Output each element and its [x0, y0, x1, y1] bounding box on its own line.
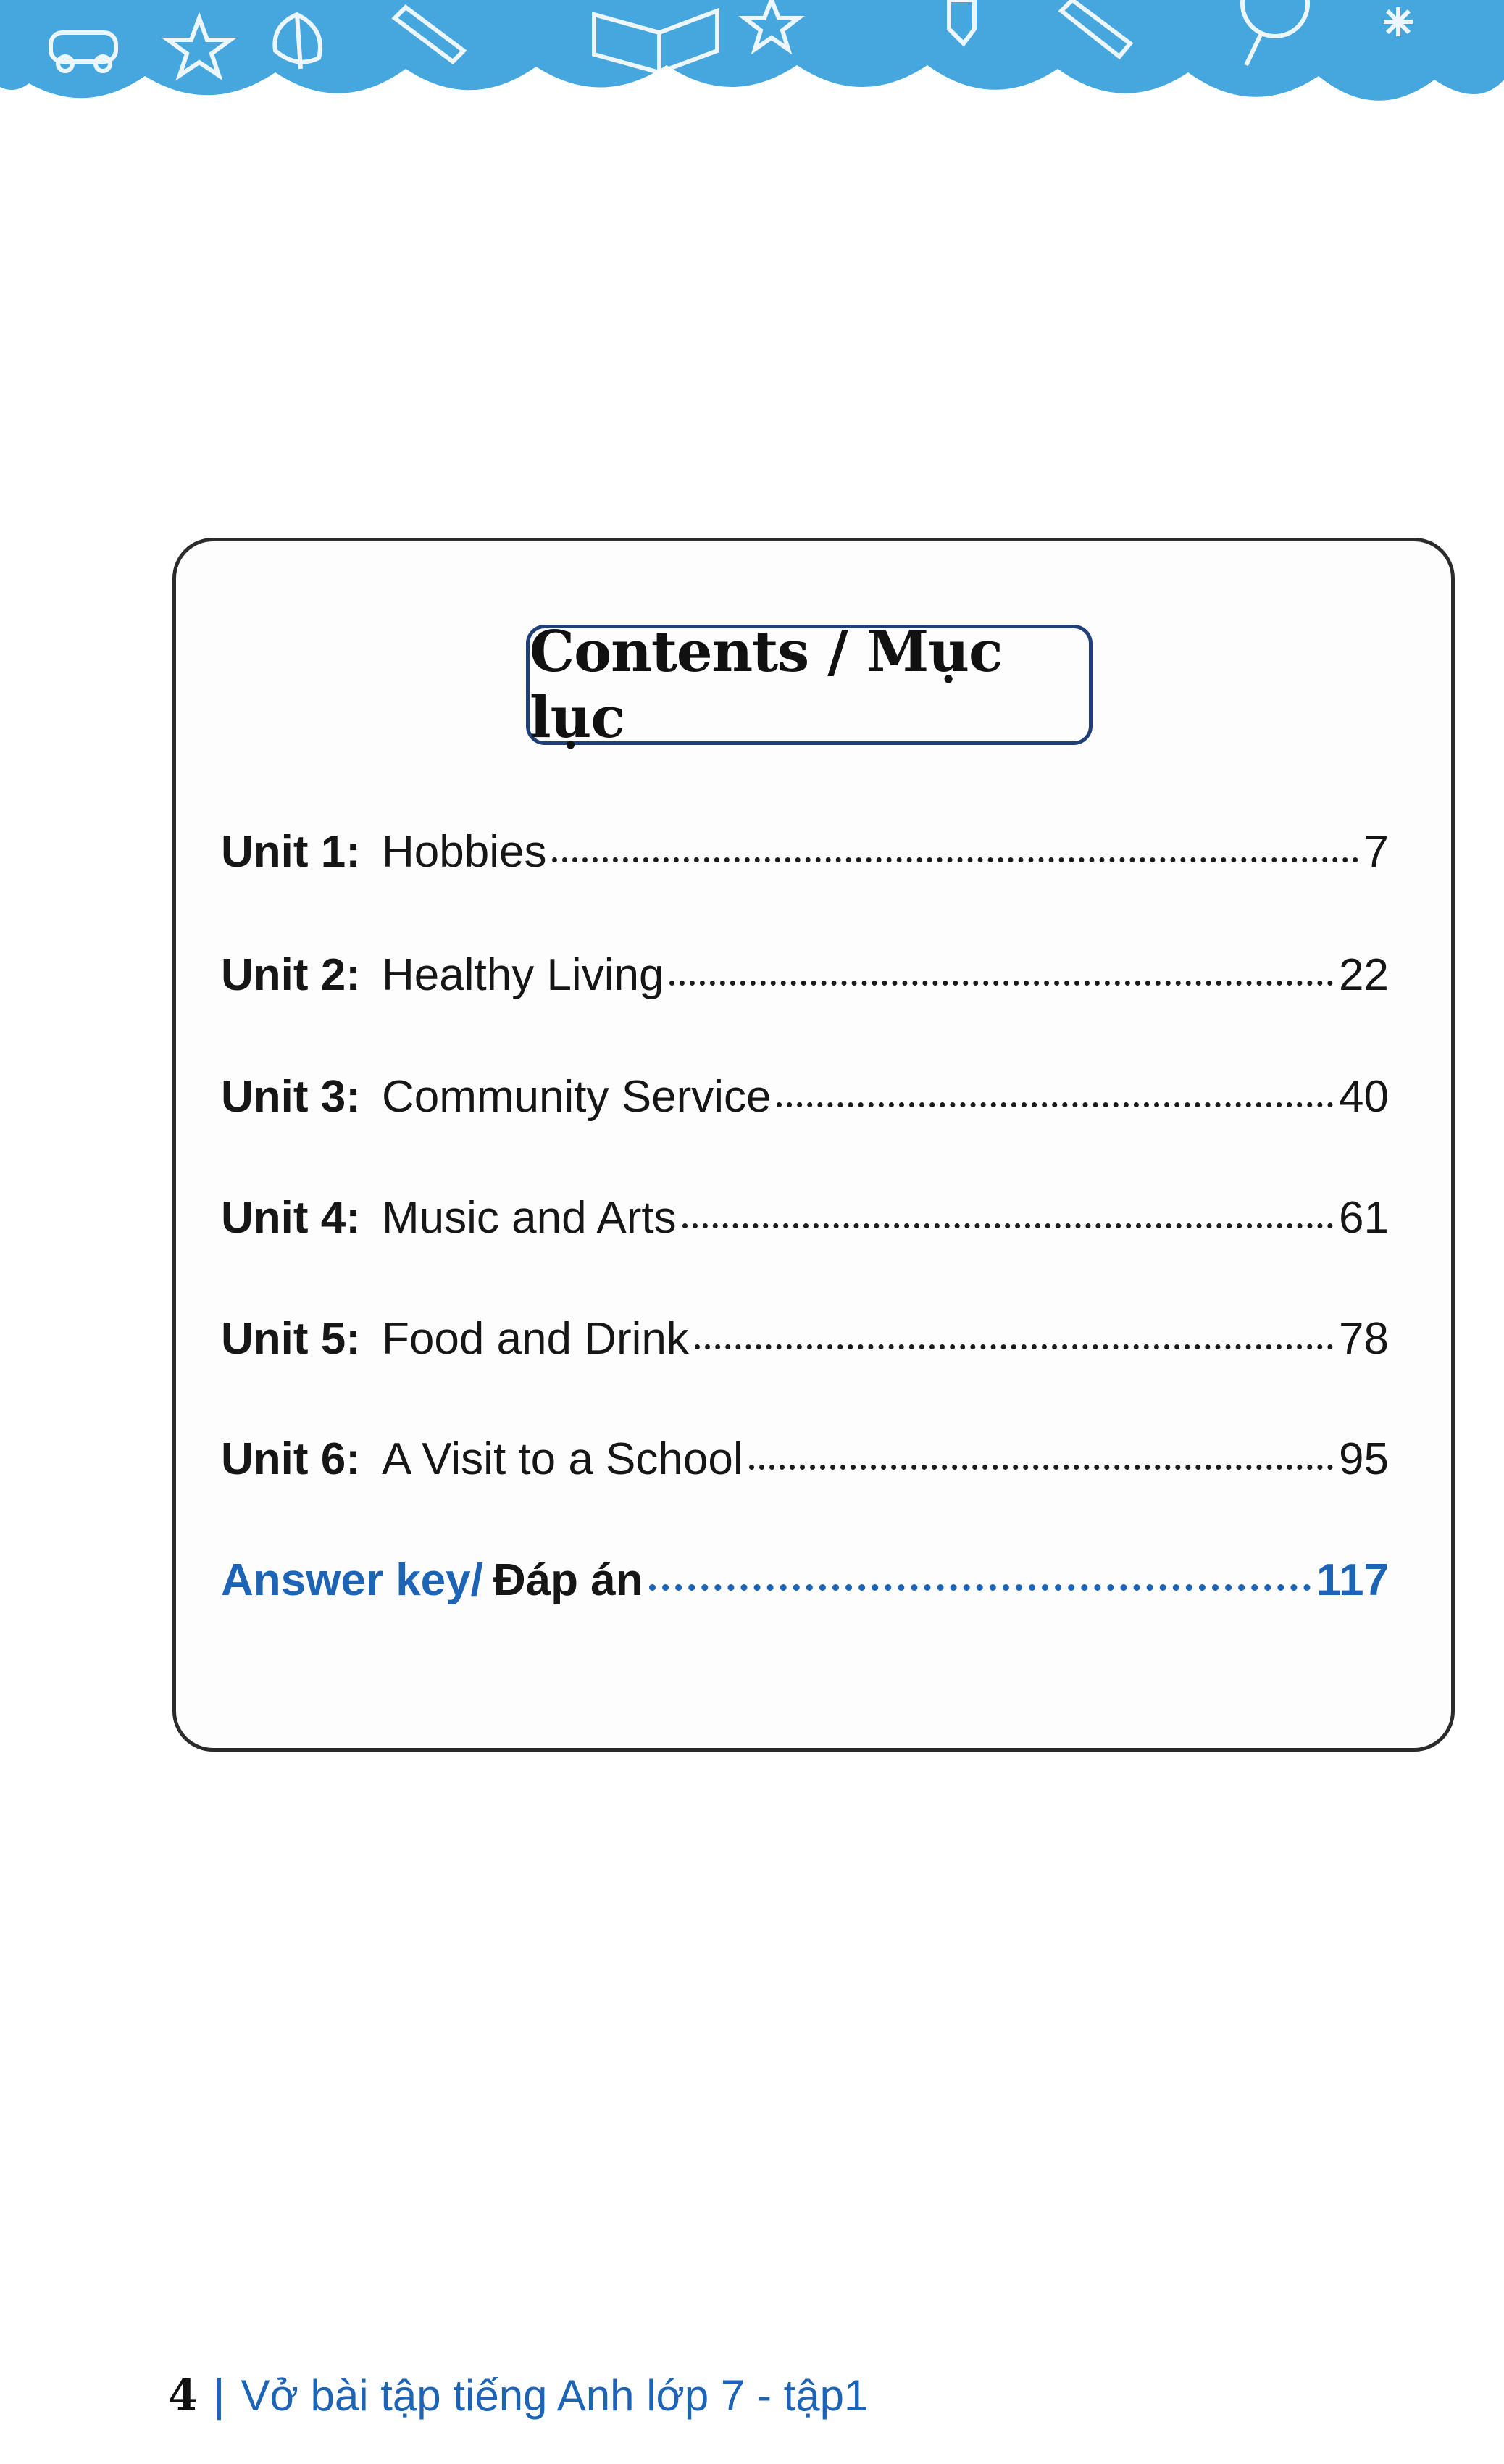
page-footer [168, 2363, 868, 2428]
answer-key-label-vn: Đáp án [493, 1555, 643, 1605]
toc-unit-label: Unit 5: [221, 1314, 361, 1364]
snowflake-icon [1384, 7, 1413, 36]
dot-leader [695, 1344, 1333, 1349]
toc-page-number: 117 [1316, 1555, 1389, 1605]
toc-page-number: 40 [1339, 1072, 1389, 1122]
dot-leader [649, 1584, 1311, 1591]
dot-leader [749, 1465, 1333, 1470]
book-title: Vở bài tập tiếng Anh lớp 7 - tập1 [241, 2371, 869, 2420]
toc-unit-title: Hobbies [382, 827, 547, 877]
toc-page-number: 22 [1339, 950, 1389, 1000]
toc-unit-label: Unit 3: [221, 1072, 361, 1122]
toc-unit-title: A Visit to a School [382, 1434, 743, 1484]
toc-page-number: 95 [1339, 1434, 1389, 1484]
contents-title: Contents / Mục lục [530, 619, 1003, 751]
dot-leader [669, 981, 1333, 986]
toc-unit-title: Community Service [382, 1072, 772, 1122]
dot-leader [552, 857, 1358, 862]
toc-page-number: 7 [1363, 827, 1389, 877]
dot-leader [682, 1223, 1333, 1228]
toc-entry [221, 949, 1389, 1022]
toc-unit-label: Unit 6: [221, 1434, 361, 1484]
footer-separator: | [213, 2370, 225, 2421]
toc-unit-title: Music and Arts [382, 1193, 677, 1243]
answer-key-label: Answer key/ [221, 1555, 483, 1605]
toc-answer-key-entry [221, 1554, 1389, 1627]
toc-unit-title: Healthy Living [382, 950, 664, 1000]
toc-unit-label: Unit 1: [221, 827, 361, 877]
dot-leader [777, 1102, 1333, 1107]
toc-page-number: 61 [1339, 1193, 1389, 1243]
toc-entry [221, 1071, 1389, 1144]
toc-unit-label: Unit 4: [221, 1193, 361, 1243]
contents-title-frame [526, 619, 1093, 751]
decorative-banner [0, 0, 1504, 138]
page-number: 4 [168, 2371, 198, 2420]
toc-page-number: 78 [1339, 1314, 1389, 1364]
toc-unit-label: Unit 2: [221, 950, 361, 1000]
toc-entry [221, 1192, 1389, 1265]
toc-entry [221, 1313, 1389, 1386]
toc-unit-title: Food and Drink [382, 1314, 689, 1364]
toc-entry [221, 1433, 1389, 1506]
toc-entry [221, 826, 1389, 899]
